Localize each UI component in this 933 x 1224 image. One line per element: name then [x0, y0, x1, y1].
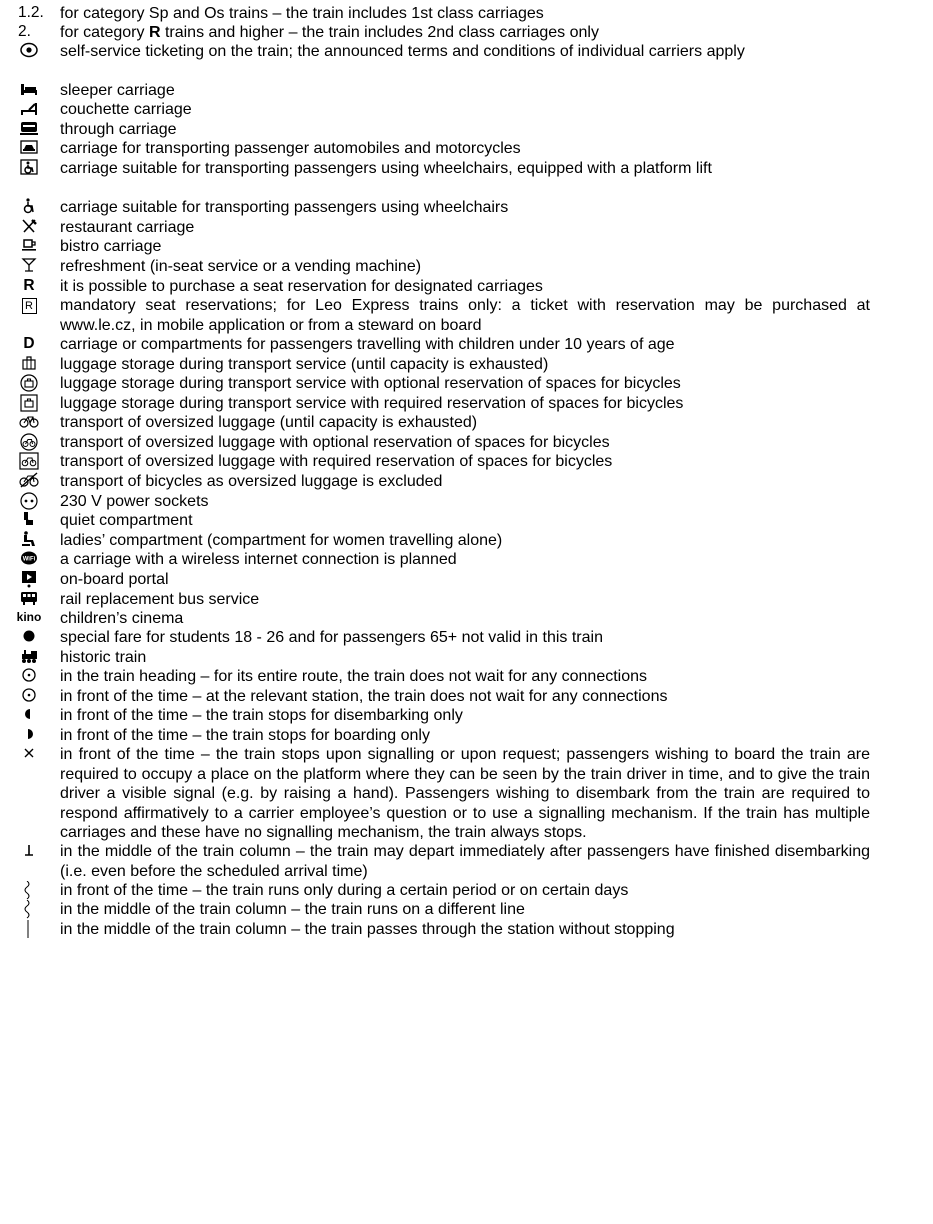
legend-text: rail replacement bus service [60, 591, 260, 608]
legend-text: in the middle of the train column – the train runs on a different line [60, 901, 525, 918]
bus-icon [0, 590, 58, 606]
legend-text: ladies’ compartment (compartment for women travelling alone) [60, 532, 503, 549]
luggage-icon [0, 355, 58, 371]
legend-text: luggage storage during transport service (until capacity is exhausted) [60, 356, 549, 373]
couchette-icon [0, 100, 58, 116]
children-symbol: D [23, 335, 35, 352]
cup-icon [0, 237, 58, 253]
quiet-icon [0, 511, 58, 527]
ladies-icon [0, 531, 58, 547]
legend-text: restaurant carriage [60, 219, 195, 236]
fork-knife-icon [0, 218, 58, 234]
cross-icon [0, 745, 58, 761]
wheelchair-lift-icon [0, 159, 58, 175]
legend-text: through carriage [60, 121, 177, 138]
legend-text: transport of oversized luggage with required reservation of spaces for bicycles [60, 453, 613, 470]
portal-icon [0, 570, 58, 588]
legend-text: children’s cinema [60, 610, 184, 627]
legend-text: transport of oversized luggage with optional reservation of spaces for bicycles [60, 434, 610, 451]
steam-train-icon [0, 648, 58, 664]
legend-text: it is possible to purchase a seat reservation for designated carriages [60, 278, 543, 295]
bed-icon [0, 81, 58, 97]
car-carriage-icon [0, 139, 58, 155]
legend-text: transport of bicycles as oversized luggage is excluded [60, 473, 443, 490]
legend-text: mandatory seat reservations; for Leo Express trains only: a ticket with reservation may be purchased at www.le.cz, in mobile application or from a steward on board [60, 297, 870, 334]
legend-text: sleeper carriage [60, 82, 175, 99]
legend-text: carriage or compartments for passengers travelling with children under 10 years of age [60, 336, 675, 353]
legend-number: 2. [18, 23, 31, 40]
legend-text: couchette carriage [60, 101, 192, 118]
socket-icon [0, 492, 58, 510]
bicycle-box-icon [0, 452, 58, 470]
legend-text: self-service ticketing on the train; the announced terms and conditions of individual carriers apply [60, 43, 745, 60]
reservation-symbol: R [23, 277, 35, 294]
legend-text: luggage storage during transport service with required reservation of spaces for bicycles [60, 395, 684, 412]
legend-text: in front of the time – at the relevant station, the train does not wait for any connections [60, 688, 668, 705]
legend-number: 1.2. [18, 4, 44, 21]
legend-text: on-board portal [60, 571, 169, 588]
wheelchair-icon [0, 198, 58, 214]
legend-text: a carriage with a wireless internet connection is planned [60, 551, 457, 568]
legend-text: luggage storage during transport service with optional reservation of spaces for bicycles [60, 375, 681, 392]
kino-label: kino [16, 610, 42, 624]
clock-icon [0, 687, 58, 703]
boxed-r-icon: R [0, 296, 58, 314]
half-left-icon [0, 706, 58, 722]
legend-text: for category R trains and higher – the train includes 2nd class carriages only [60, 24, 599, 41]
legend-text: in front of the time – the train stops for disembarking only [60, 707, 463, 724]
legend-text: bistro carriage [60, 238, 162, 255]
bicycle-circle-icon [0, 433, 58, 451]
clock-icon [0, 667, 58, 683]
eye-icon [0, 42, 58, 58]
bicycle-crossed-icon [0, 472, 58, 488]
legend-text: carriage for transporting passenger automobiles and motorcycles [60, 140, 521, 157]
legend-text: special fare for students 18 - 26 and for passengers 65+ not valid in this train [60, 629, 603, 646]
legend-text: quiet compartment [60, 512, 193, 529]
legend-text: historic train [60, 649, 147, 666]
legend-text: in front of the time – the train stops upon signalling or upon request; passengers wishing to board the train are required to occupy a place on the platform where they can be seen by the train driver in time, and to give the train driver a visible signal (e.g. by raising a hand). Passengers wishing to disembark from the train are required to respond affirmatively to a carrier employee’s question or to use a signalling mechanism. If the train has multiple carriages and these have no signalling mechanism, the train always stops. [60, 746, 870, 842]
wavy-line-icon [0, 900, 58, 920]
legend-text: for category Sp and Os trains – the train includes 1st class carriages [60, 5, 544, 22]
legend-text: carriage suitable for transporting passengers using wheelchairs [60, 199, 509, 216]
legend-text: in the middle of the train column – the train may depart immediately after passengers have finished disembarking (i.e. even before the scheduled arrival time) [60, 843, 870, 880]
legend-text: carriage suitable for transporting passengers using wheelchairs, equipped with a platform lift [60, 160, 712, 177]
wifi-icon [0, 550, 58, 566]
legend-text: transport of oversized luggage (until capacity is exhausted) [60, 414, 478, 431]
wavy-line-icon [0, 881, 58, 901]
half-right-icon [0, 726, 58, 742]
through-carriage-icon [0, 120, 58, 136]
dot-icon [0, 628, 58, 644]
svg-text:WiFi: WiFi [22, 556, 36, 563]
legend-text: 230 V power sockets [60, 493, 209, 510]
glass-icon [0, 257, 58, 273]
legend-text: in the middle of the train column – the train passes through the station without stopping [60, 921, 675, 938]
legend-text: refreshment (in-seat service or a vending machine) [60, 258, 422, 275]
vertical-line-icon [0, 920, 58, 938]
luggage-circle-icon [0, 374, 58, 392]
legend-text: in front of the time – the train stops for boarding only [60, 727, 430, 744]
up-tack-icon [0, 842, 58, 858]
legend-text: in front of the time – the train runs only during a certain period or on certain days [60, 882, 629, 899]
legend-text: in the train heading – for its entire route, the train does not wait for any connections [60, 668, 648, 685]
luggage-box-icon [0, 394, 58, 412]
bicycle-icon [0, 413, 58, 429]
